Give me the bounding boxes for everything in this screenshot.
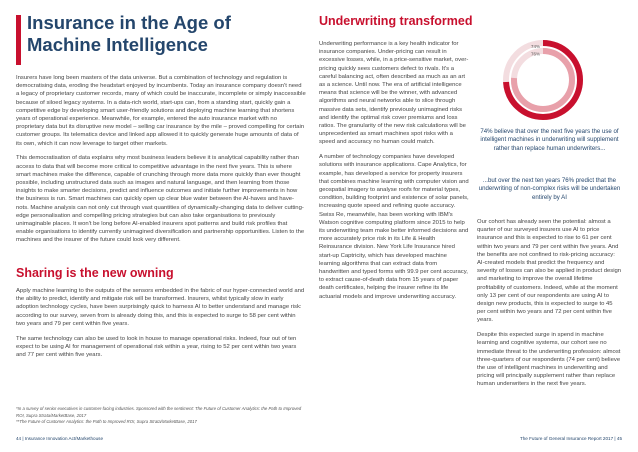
ai-pricing-paragraph-2: Despite this expected surge in spend in machine learning and cognitive systems, our cohort see no immediate threat to the underwriting profession: almost three-quarters of our respondents (74 per cent) believe the use of intelligent machines in underwriting and pricing will principally supplement rather than replace human underwriters in the next five years. <box>477 332 621 388</box>
page-title: Insurance in the Age of Machine Intelligence <box>27 12 231 55</box>
donut-inner-label: 76% <box>530 51 540 57</box>
intro-text-column <box>16 74 306 251</box>
donut-outer-label: 74% <box>530 44 540 49</box>
underwriting-text-column <box>319 40 469 307</box>
footnotes <box>16 406 306 426</box>
donut-chart <box>500 37 586 123</box>
callout-entirely-ai: ...but over the next ten years 76% predict that the underwriting of non-complex risks will be undertaken entirely by AI <box>478 177 621 201</box>
footnote-2: **The Future of Customer Analytics: the Path to Improved ROI, Supra Strata/MarketBase, 2017 <box>16 419 197 424</box>
ai-pricing-text-column <box>477 218 622 395</box>
callout-supplement: 74% believe that over the next five years the use of intelligent machines in underwriting will supplement rather than replace human underwriters... <box>480 128 619 152</box>
footer-left: 44 | Insurance Innovation Act/Markethouse <box>16 436 103 441</box>
intro-paragraph-1: Insurers have long been masters of the data universe. But a combination of technology and regulation is democratising data, eroding the headstart enjoyed by incumbents. Today an insurance company doesn't need a legacy of proprietary customer records, many of which could be inaccurate, incomplete or simply inaccessible because of siloed legacy systems. In a data-rich world, start-ups can, from a standing start, quickly gain a competitive edge by developing smart user-friendly solutions and deploying machine learning that shortens years of operational experience. Meanwhile, for example, entered the auto insurance market with no proprietary data but its disruptive new model – selling car insurance by the mile – proved compelling for certain customer groups. Its telematics device and linked app allowed it to quickly generate huge amounts of data of its own, which it can now leverage to target other markets. <box>16 75 306 147</box>
footnote-1: *In a survey of senior executives in customer-facing industries. Sponsored with the sentiment: The Future of Customer Analytics: the Path to Improved ROI, Supra Strata/MarketBase, 2017 <box>16 406 302 418</box>
underwriting-paragraph-1: Underwriting performance is a key health indicator for insurance companies. Under-pricing can result in excessive losses, while, in a price-sensitive market, over-pricing quickly sees customers defect to rivals. It's a careful balancing act, often described as much as an art as a science. Until now. The era of artificial intelligence means that science will be the winner, with advanced algorithms and neural networks able to slice through massive data sets, identify previously unimagined risks and identify the optimal risk cover premiums and loss ratios. The granularity of the new risk calculations will be unprecedented as smart machines spot risks with a speed and accuracy no human could match. <box>319 41 469 146</box>
ai-pricing-paragraph-1: Our cohort has already seen the potential: almost a quarter of our surveyed insurers use AI to price insurance and this is expected to rise to 61 per cent within two years and 79 per cent within five years. And the benefits are not confined to risk-pricing accuracy: AI-created models that predict the frequency and severity of losses can also be applied in product design and marketing to improve the overall lifetime profitability of customers. Indeed, while at the moment only 13 per cent of our respondents are using AI to design new products, this is expected to surge to 45 per cent within two years and 72 per cent within five years. <box>477 219 622 324</box>
title-accent-bar <box>16 15 21 65</box>
underwriting-paragraph-2: A number of technology companies have developed solutions with insurance applications. Cape Analytics, for example, has developed a service for property insurers that combines machine learning with computer vision and geospatial imagery to analyse roofs for material types, condition, building footprint and existence of solar panels, increasing quote speed and refining quote accuracy. Swiss Re, meanwhile, has been working with IBM's Watson cognitive computing platform since 2015 to help its underwriting team make better informed decisions and more accurately price risk in its Life & Health Reinsurance division. New York Life Insurance hired start-up Captricity, which has developed machine learning algorithms that can extract data from handwritten and typed forms with 99.9 per cent accuracy, to extract cause-of-death data from 15 years of paper death certificates, helping the insurer refine its life actuarial models and improve underwriting accuracy. <box>319 154 469 300</box>
footer-right: The Future of General Insurance Report 2017 | 45 <box>519 436 622 441</box>
section-heading-sharing: Sharing is the new owning <box>16 266 174 280</box>
sharing-text-column <box>16 287 306 366</box>
section-heading-underwriting: Underwriting transformed <box>319 14 473 28</box>
intro-paragraph-2: This democratisation of data explains why most business leaders believe it is analytical capability rather than access to data that will become more critical to competitive advantage in the next five years. This is where smart machines make the difference, capable of crunching through more data more quickly than ever thought possible, including unstructured data such as images and natural language, and then learning from those insights to make smarter decisions, predict and influence outcomes and initiate further improvements in how the business is run. Smart machines can quickly open up clear blue water between the AI-haves and have-nots. Machine analysis can not only cut through vast quantities of dynamically-changing data to deliver cutting-edge personalisation and compelling pricing strategies but can also take organisations to previously unimaginable places. It won't be long before AI-enabled insurers spot patterns and build risk profiles that enable organisations to identify currently unimagined diversification and partnership opportunities. Listen to the machines and the insurer of the future could look very different. <box>16 155 305 244</box>
sharing-paragraph-1: Apply machine learning to the outputs of the sensors embedded in the fabric of our hyper-connected world and the ability to predict, identify and mitigate risk will be transformed. Insurers, whilst typically slow in early adoption technology cycles, have been surprisingly quick to harness AI to better understand and manage risk: according to our survey, seven from is already doing this, and this is expected to surge to 58 per cent within two years and 79 per cent within five years. <box>16 288 305 327</box>
sharing-paragraph-2: The same technology can also be used to look in house to manage operational risks. Indeed, four out of ten expect to be using AI for management of operational risk within a year, rising to 52 per cent within two years and 77 per cent within five years. <box>16 335 297 358</box>
